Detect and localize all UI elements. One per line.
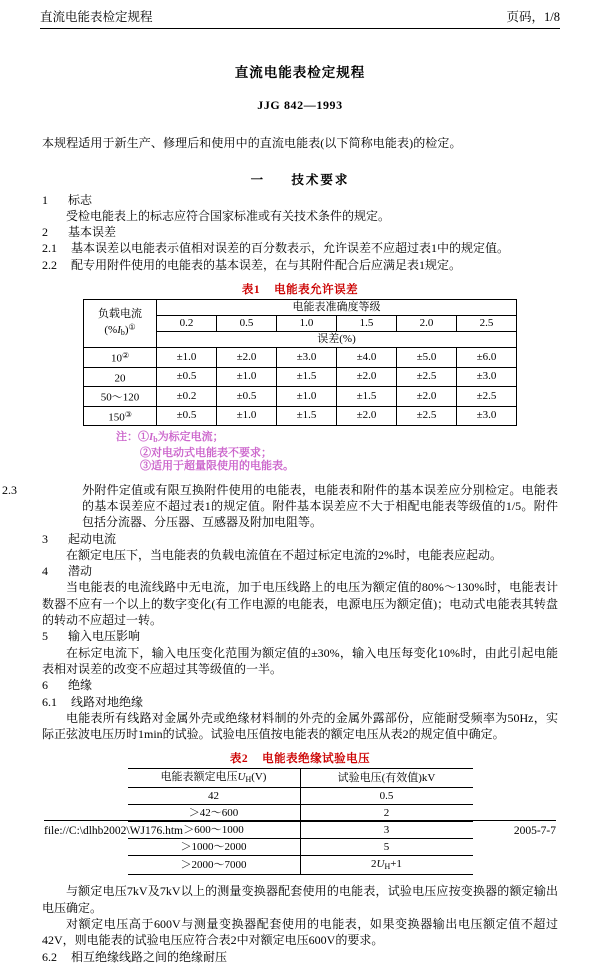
table1-col1-header-line1: 负载电流	[98, 307, 142, 320]
table-row	[84, 387, 517, 407]
table1-row2-val3: ±1.5	[337, 387, 397, 407]
table2-col1-header: 电能表额定电压$U_H(V)$	[128, 769, 301, 788]
table1-row0-val1: ±2.0	[217, 347, 277, 367]
clause-5-body: 在标定电流下，输入电压变化范围为额定值的±30%，输入电压每变化10%时，由此引起电能表相对误差的改变不应超过其等级值的一半。	[42, 645, 558, 676]
clause-6-2	[42, 949, 558, 965]
table2-caption	[42, 750, 558, 766]
table1-unit-row: 误差(%)	[157, 331, 517, 347]
clause-2-2-number: 2.2	[42, 257, 57, 272]
clause-3-title: 起动电流	[68, 531, 117, 546]
clause-6-1-body: 电能表所有线路对金属外壳或绝缘材料制的外壳的金属外露部份，应能耐受频率为50Hz，实际正弦波电压历时1min的试验。试验电压值按电能表的额定电压从表2的规定值中确定。	[42, 710, 558, 742]
table1-row0-val0: ±1.0	[157, 347, 217, 367]
clause-6	[42, 677, 558, 693]
table1-class-0: 0.2	[157, 315, 217, 331]
clause-2-2	[42, 257, 558, 273]
table1-row1-val5: ±3.0	[457, 367, 517, 387]
table1-class-5: 2.5	[457, 315, 517, 331]
table2-row0-voltage: 42	[128, 788, 301, 805]
clause-2-1	[42, 240, 558, 256]
table1-col1-header-line2: $(\%I_b)^①$	[104, 322, 136, 338]
table1-row2-val4: ±2.0	[397, 387, 457, 407]
clause-5-number: 5	[42, 629, 48, 644]
table1-row1-val1: ±1.0	[217, 367, 277, 387]
table1-caption-label: 表1	[241, 283, 261, 296]
table1-class-3: 1.5	[337, 315, 397, 331]
clause-5	[42, 628, 558, 644]
table-row	[128, 788, 473, 805]
table2-row3-voltage: ＞1000～2000	[128, 839, 301, 856]
clause-6-1-number: 6.1	[42, 694, 57, 709]
table1-row1-label: 20	[84, 367, 157, 387]
clause-2-1-number: 2.1	[42, 241, 57, 256]
table2-row1-voltage: ＞42～600	[128, 805, 301, 822]
table1-row2-val5: ±2.5	[457, 387, 517, 407]
page-footer	[44, 820, 556, 837]
header-page-number: 页码，1/8	[506, 10, 560, 24]
section-number: 一	[250, 172, 266, 187]
clause-6-2-number: 6.2	[42, 949, 57, 964]
table2-header-row	[128, 769, 473, 788]
table1-row0-val2: ±3.0	[277, 347, 337, 367]
clause-2-3-number: 2.3	[2, 482, 17, 497]
footer-file-path: file://C:\dlhb2002\WJ176.htm	[44, 825, 183, 837]
clause-1-title: 标志	[68, 192, 93, 207]
clause-3-number: 3	[42, 531, 48, 546]
table1-class-4: 2.0	[397, 315, 457, 331]
table1-caption-title: 电能表允许误差	[274, 283, 359, 296]
clause-3-body: 在额定电压下，当电能表的负载电流值在不超过标定电流的2%时，电能表应起动。	[66, 547, 502, 562]
table2-row0-test: 0.5	[300, 788, 473, 805]
table1-row2-val1: ±0.5	[217, 387, 277, 407]
table1-row1-val2: ±1.5	[277, 367, 337, 387]
clause-4	[42, 563, 558, 579]
clause-6-1-note-1: 与额定电压7kV及7kV以上的测量变换器配套使用的电能表，试验电压应按变换器的额定输出电压确定。	[42, 884, 558, 915]
table1-row3-val2: ±1.5	[277, 406, 337, 426]
page-title: 直流电能表检定规程	[234, 65, 366, 80]
table2-caption-label: 表2	[229, 753, 249, 766]
clause-4-title: 潜动	[68, 564, 93, 579]
table1-note-3: ③适用于超量限使用的电能表。	[140, 460, 294, 473]
table2-row3-test: 5	[300, 839, 473, 856]
table1-row0-val4: ±5.0	[397, 347, 457, 367]
table1-row3-val4: ±2.5	[397, 406, 457, 426]
clause-4-number: 4	[42, 564, 48, 579]
header-document-title: 直流电能表检定规程	[40, 10, 153, 24]
clause-6-1-title: 线路对地绝缘	[71, 694, 144, 709]
clause-6-1-note-2: 对额定电压高于600V与测量变换器配套使用的电能表，如果变换器输出电压额定值不超过42V，则电能表的试验电压应符合表2中对额定电压600V的要求。	[42, 916, 558, 948]
table1-row1-val3: ±2.0	[337, 367, 397, 387]
footer-date: 2005-7-7	[513, 825, 556, 837]
table2-col2-header: 试验电压(有效值)kV	[300, 769, 473, 788]
table1-class-1: 0.5	[217, 315, 277, 331]
standard-code: JJG 842—1993	[257, 98, 343, 112]
table2-row2-voltage: ＞600～1000	[128, 822, 301, 839]
clause-2-2-body: 配专用附件使用的电能表的基本误差，在与其附件配合后应满足表1规定。	[71, 257, 462, 272]
table-row	[84, 367, 517, 387]
table1-row2-label: 50～120	[84, 387, 157, 407]
clause-4-body: 当电能表的电流线路中无电流，加于电压线路上的电压为额定值的80%～130%时，电能表计数器不应有一个以上的数字变化(有工作电源的电能表，电源电压为额定值)；电动式电能表其转盘的转动不应超过一转。	[42, 580, 558, 628]
table1-row2-val2: ±1.0	[277, 387, 337, 407]
clause-6-title: 绝缘	[68, 678, 93, 693]
table1-row2-val0: ±0.2	[157, 387, 217, 407]
table1-col1-header	[84, 299, 157, 347]
table1-row0-val5: ±6.0	[457, 347, 517, 367]
intro-paragraph: 本规程适用于新生产、修理后和使用中的直流电能表(以下简称电能表)的检定。	[42, 136, 462, 150]
table-row	[128, 856, 473, 875]
clause-2-number: 2	[42, 225, 48, 240]
clause-6-number: 6	[42, 678, 48, 693]
table1-class-2: 1.0	[277, 315, 337, 331]
clause-1-body: 受检电能表上的标志应符合国家标准或有关技术条件的规定。	[66, 208, 391, 223]
table1-allowable-error	[83, 299, 517, 426]
table1-group-header: 电能表准确度等级	[157, 299, 517, 315]
table-row	[128, 839, 473, 856]
clause-5-title: 输入电压影响	[68, 629, 141, 644]
clause-2-3	[2, 482, 558, 531]
table1-row3-val3: ±2.0	[337, 406, 397, 426]
clause-2	[42, 224, 558, 240]
table2-row4-voltage: ＞2000～7000	[128, 856, 301, 875]
clause-1	[42, 192, 558, 208]
table1-row3-val0: ±0.5	[157, 406, 217, 426]
table2-caption-title: 电能表绝缘试验电压	[262, 753, 371, 766]
table2-row1-test: 2	[300, 805, 473, 822]
section-name: 技术要求	[291, 172, 350, 187]
table1-note-2: ②对电动式电能表不要求；	[140, 446, 272, 459]
table1-row3-val1: ±1.0	[217, 406, 277, 426]
clause-3	[42, 531, 558, 547]
clause-2-1-body: 基本误差以电能表示值相对误差的百分数表示，允许误差不应超过表1中的规定值。	[71, 241, 510, 256]
clause-6-1	[42, 694, 558, 710]
table1-caption	[42, 281, 558, 297]
table2-row4-test: $2U_H+1$	[300, 856, 473, 875]
page-header	[40, 0, 560, 29]
table1-note-1: 注：$①I_b$为标定电流；	[116, 431, 224, 445]
table1-row0-val3: ±4.0	[337, 347, 397, 367]
table-row	[84, 406, 517, 426]
table1-notes	[42, 431, 558, 473]
table1-row1-val4: ±2.5	[397, 367, 457, 387]
table1-row1-val0: ±0.5	[157, 367, 217, 387]
table1-header-row-1	[84, 299, 517, 315]
table2-row2-test: 3	[300, 822, 473, 839]
section-heading-1	[42, 170, 558, 188]
table1-row3-label: 150③	[84, 406, 157, 426]
clause-2-3-body: 外附件定值或有限互换附件使用的电能表，电能表和附件的基本误差应分别检定。电能表的基本误差应不超过表1的规定值。附件基本误差应不大于相配电能表等级值的1/5。附件包括分流器、分压器、互感器及附加电阻等。	[82, 482, 558, 530]
table-row	[84, 347, 517, 367]
clause-1-number: 1	[42, 192, 48, 207]
clause-6-2-title: 相互绝缘线路之间的绝缘耐压	[71, 949, 228, 964]
clause-2-title: 基本误差	[68, 225, 117, 240]
table1-row0-label: 10②	[84, 347, 157, 367]
table1-row3-val5: ±3.0	[457, 406, 517, 426]
